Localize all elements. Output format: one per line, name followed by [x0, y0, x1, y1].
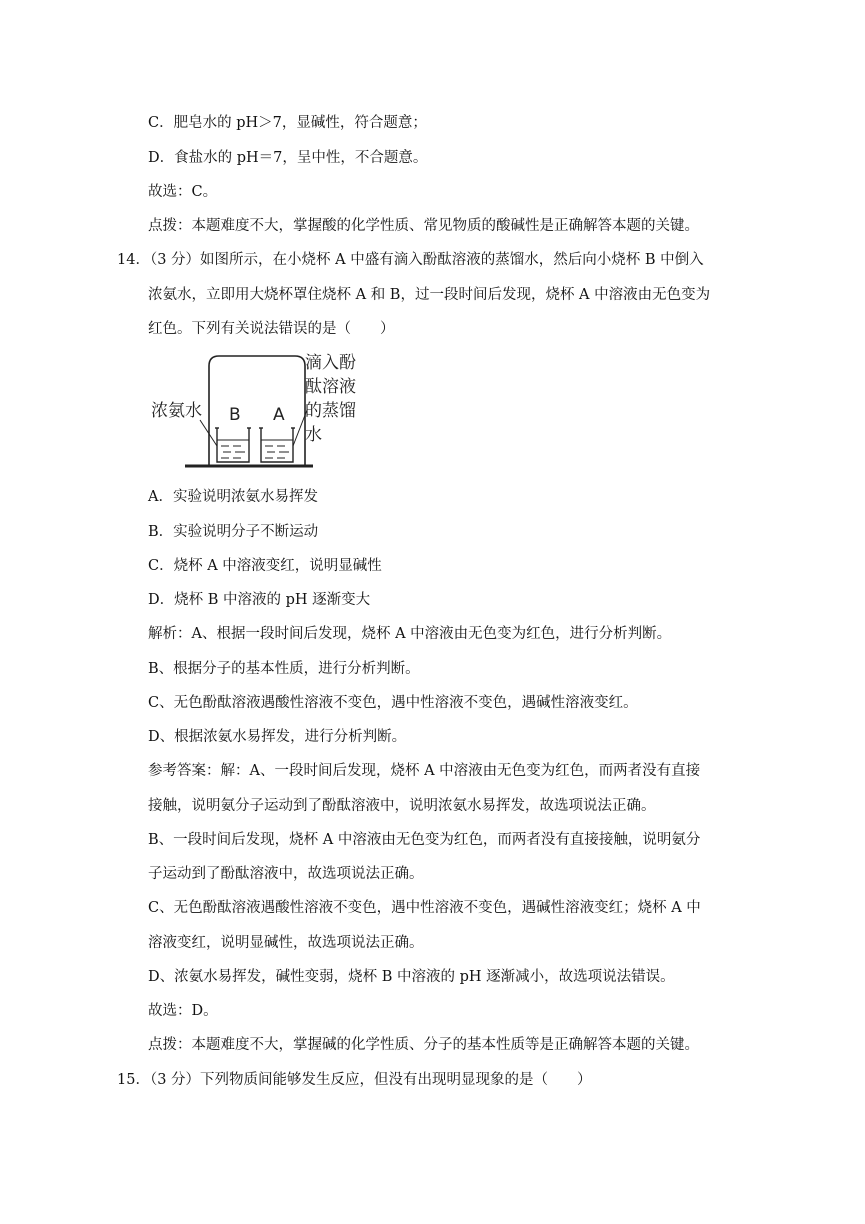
- reference-b-line-2: 子运动到了酚酞溶液中，故选项说法正确。: [148, 866, 424, 882]
- reference-c: C、无色酚酞溶液遇酸性溶液不变色，遇中性溶液不变色，遇碱性溶液变红；烧杯 A 中: [148, 900, 701, 916]
- option-c: C．烧杯 A 中溶液变红，说明显碱性: [148, 558, 382, 574]
- label-beaker-a: A: [273, 405, 285, 425]
- label-ammonia: 浓氨水: [151, 401, 202, 421]
- reference-d: D、浓氨水易挥发，碱性变弱，烧杯 B 中溶液的 pH 逐渐减小，故选项说法错误。: [148, 969, 675, 985]
- question-15-stem: 15．（3 分）下列物质间能够发生反应，但没有出现明显现象的是（ ）: [117, 1072, 592, 1088]
- analysis-c: C、无色酚酞溶液遇酸性溶液不变色，遇中性溶液不变色，遇碱性溶液变红。: [148, 695, 638, 711]
- label-phenolphthalein-1: 滴入酚: [305, 353, 356, 373]
- label-phenolphthalein-3: 的蒸馏: [305, 401, 356, 421]
- experiment-figure: [145, 348, 375, 476]
- option-b: B．实验说明分子不断运动: [148, 524, 319, 540]
- answer-14: 故选：D。: [148, 1003, 218, 1019]
- analysis-heading: 解析：A、根据一段时间后发现，烧杯 A 中溶液由无色变为红色，进行分析判断。: [148, 626, 672, 642]
- label-phenolphthalein-4: 水: [305, 425, 322, 445]
- question-14-stem-line-2: 浓氨水，立即用大烧杯罩住烧杯 A 和 B，过一段时间后发现，烧杯 A 中溶液由无色变为: [148, 287, 711, 303]
- reference-answer: 参考答案：解：A、一段时间后发现，烧杯 A 中溶液由无色变为红色，而两者没有直接: [148, 763, 701, 779]
- analysis-d: D、根据浓氨水易挥发，进行分析判断。: [148, 729, 407, 745]
- answer-prev: 故选：C。: [148, 184, 218, 200]
- question-14-stem: 14．（3 分）如图所示，在小烧杯 A 中盛有滴入酚酞溶液的蒸馏水，然后向小烧杯 B 中倒入: [117, 252, 704, 268]
- reference-b: B、一段时间后发现，烧杯 A 中溶液由无色变为红色，而两者没有直接接触，说明氨分: [148, 832, 701, 848]
- tip-prev: 点拨：本题难度不大，掌握酸的化学性质、常见物质的酸碱性是正确解答本题的关键。: [148, 218, 699, 234]
- analysis-b: B、根据分子的基本性质，进行分析判断。: [148, 661, 420, 677]
- reference-answer-line-2: 接触，说明氨分子运动到了酚酞溶液中，说明浓氨水易挥发，故选项说法正确。: [148, 798, 656, 814]
- tip-14: 点拨：本题难度不大，掌握碱的化学性质、分子的基本性质等是正确解答本题的关键。: [148, 1037, 699, 1053]
- question-14-stem-line-3: 红色。下列有关说法错误的是（ ）: [148, 321, 395, 337]
- option-d-prev: D．食盐水的 pH＝7，呈中性，不合题意。: [148, 150, 428, 166]
- label-phenolphthalein-2: 酞溶液: [305, 377, 356, 397]
- option-d: D．烧杯 B 中溶液的 pH 逐渐变大: [148, 592, 371, 608]
- reference-c-line-2: 溶液变红，说明显碱性，故选项说法正确。: [148, 935, 424, 951]
- option-c-prev: C．肥皂水的 pH＞7，显碱性，符合题意；: [148, 115, 427, 131]
- option-a: A．实验说明浓氨水易挥发: [148, 489, 318, 505]
- label-beaker-b: B: [229, 405, 241, 425]
